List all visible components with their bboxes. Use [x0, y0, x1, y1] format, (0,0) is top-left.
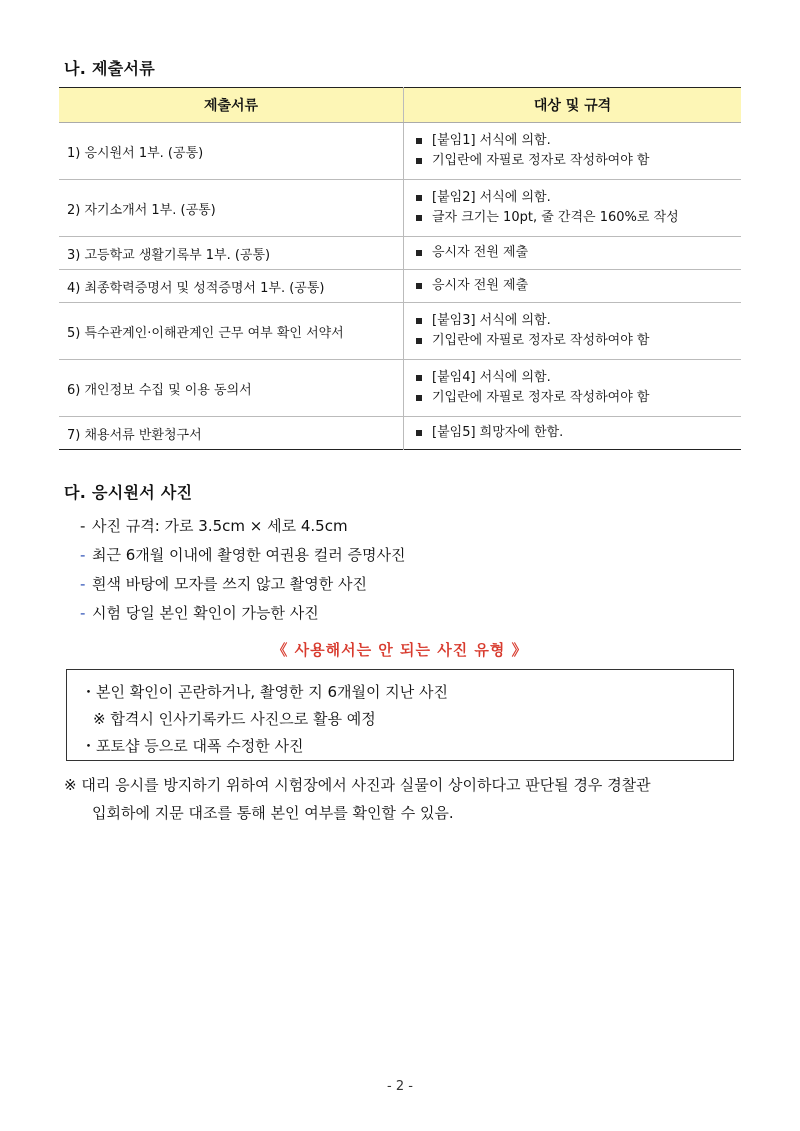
- doc-requirements: [404, 270, 742, 303]
- table-row: [59, 303, 741, 360]
- forbidden-photo-box: [66, 669, 734, 761]
- dash-marker: -: [80, 575, 86, 593]
- header-documents: 제출서류: [59, 88, 404, 123]
- page-number: - 2 -: [387, 1079, 413, 1094]
- bullet-square-icon: [416, 250, 422, 256]
- requirement-text: 기입란에 자필로 정자로 작성하여야 함: [432, 333, 650, 348]
- requirement-text: [붙임3] 서식에 의함.: [432, 313, 551, 328]
- requirement-text: [붙임5] 희망자에 한함.: [432, 425, 564, 440]
- list-item: [80, 512, 405, 541]
- doc-requirements: [404, 237, 742, 270]
- list-item-text: 최근 6개월 이내에 촬영한 여권용 컬러 증명사진: [92, 546, 406, 564]
- table-row: [59, 270, 741, 303]
- forbidden-photo-title: 《 사용해서는 안 되는 사진 유형 》: [272, 641, 528, 659]
- bullet-square-icon: [416, 215, 422, 221]
- note-line-1: ※ 대리 응시를 방지하기 위하여 시험장에서 사진과 실물이 상이하다고 판단될 경우 경찰관: [64, 776, 651, 794]
- list-item: [80, 599, 405, 628]
- dash-marker: -: [80, 604, 86, 622]
- list-item: [80, 541, 405, 570]
- bullet-square-icon: [416, 430, 422, 436]
- photo-requirements-list: [80, 512, 405, 628]
- doc-name: 5) 특수관계인·이해관계인 근무 여부 확인 서약서: [59, 303, 404, 360]
- doc-requirements: [404, 123, 742, 180]
- bullet-square-icon: [416, 158, 422, 164]
- requirement-text: [붙임4] 서식에 의함.: [432, 370, 551, 385]
- dash-marker: -: [80, 546, 86, 564]
- requirement-text: 기입란에 자필로 정자로 작성하여야 함: [432, 390, 650, 405]
- table-row: [59, 360, 741, 417]
- doc-name: 6) 개인정보 수집 및 이용 동의서: [59, 360, 404, 417]
- list-item: [80, 570, 405, 599]
- header-requirements: 대상 및 규격: [404, 88, 742, 123]
- documents-table: [59, 87, 741, 450]
- doc-requirements: [404, 303, 742, 360]
- doc-name: 2) 자기소개서 1부. (공통): [59, 180, 404, 237]
- bullet-square-icon: [416, 283, 422, 289]
- doc-name: 3) 고등학교 생활기록부 1부. (공통): [59, 237, 404, 270]
- requirement-text: 응시자 전원 제출: [432, 245, 529, 260]
- dash-marker: -: [80, 517, 86, 535]
- doc-requirements: [404, 417, 742, 450]
- table-row: [59, 237, 741, 270]
- forbidden-item: ・본인 확인이 곤란하거나, 촬영한 지 6개월이 지난 사진: [81, 683, 448, 701]
- doc-requirements: [404, 180, 742, 237]
- requirement-text: [붙임2] 서식에 의함.: [432, 190, 551, 205]
- bullet-square-icon: [416, 375, 422, 381]
- list-item-text: 사진 규격: 가로 3.5cm × 세로 4.5cm: [92, 517, 348, 535]
- requirement-text: 응시자 전원 제출: [432, 278, 529, 293]
- proxy-exam-note: [64, 771, 740, 827]
- requirement-text: 기입란에 자필로 정자로 작성하여야 함: [432, 153, 650, 168]
- forbidden-note: ※ 합격시 인사기록카드 사진으로 활용 예정: [93, 710, 376, 728]
- table-row: [59, 180, 741, 237]
- bullet-square-icon: [416, 395, 422, 401]
- bullet-square-icon: [416, 138, 422, 144]
- table-row: [59, 123, 741, 180]
- bullet-square-icon: [416, 195, 422, 201]
- section-title-photo: 다. 응시원서 사진: [64, 483, 193, 502]
- forbidden-item: ・포토샵 등으로 대폭 수정한 사진: [81, 737, 304, 755]
- bullet-square-icon: [416, 318, 422, 324]
- list-item-text: 흰색 바탕에 모자를 쓰지 않고 촬영한 사진: [92, 575, 367, 593]
- list-item-text: 시험 당일 본인 확인이 가능한 사진: [92, 604, 319, 622]
- requirement-text: 글자 크기는 10pt, 줄 간격은 160%로 작성: [432, 210, 679, 225]
- requirement-text: [붙임1] 서식에 의함.: [432, 133, 551, 148]
- note-line-2: 입회하에 지문 대조를 통해 본인 여부를 확인할 수 있음.: [92, 804, 454, 822]
- doc-requirements: [404, 360, 742, 417]
- doc-name: 7) 채용서류 반환청구서: [59, 417, 404, 450]
- bullet-square-icon: [416, 338, 422, 344]
- table-row: [59, 417, 741, 450]
- table-header-row: [59, 88, 741, 123]
- doc-name: 4) 최종학력증명서 및 성적증명서 1부. (공통): [59, 270, 404, 303]
- doc-name: 1) 응시원서 1부. (공통): [59, 123, 404, 180]
- section-title-documents: 나. 제출서류: [64, 59, 156, 78]
